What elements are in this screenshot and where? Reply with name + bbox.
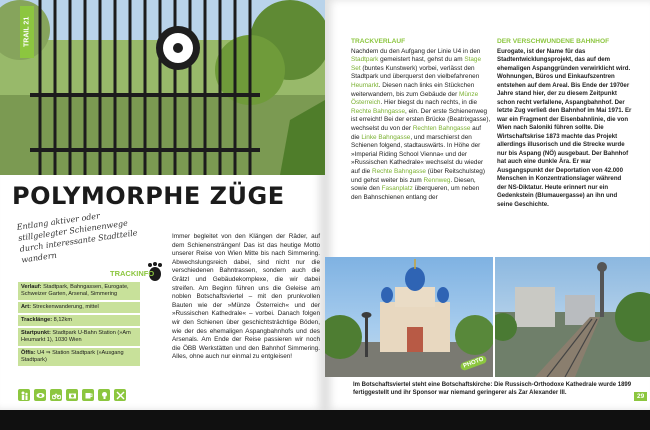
feature-icons — [18, 389, 126, 401]
railway-illustration — [495, 257, 650, 377]
text-segment: . Diesen, sowie den — [351, 176, 476, 193]
info-label: Tracklänge: — [21, 317, 53, 323]
family-icon — [18, 389, 30, 401]
trackverlauf-heading: TRACKVERLAUF — [351, 38, 406, 45]
tools-icon — [114, 389, 126, 401]
page-title: POLYMORPHE ZÜGE — [12, 182, 285, 210]
eye-icon — [34, 389, 46, 401]
text-segment: Nachdem du den Aufgang der Linie U4 in den — [351, 47, 481, 55]
info-value: Stadtpark, Bahngassen, Eurogate, Schweizer Garten, Arsenal, Simmering — [21, 284, 129, 297]
text-segment: , ein. Der erste Schienenweg ist erreicht! Bei der ersten Brücke (Beatrixgasse), wechselst du von der — [351, 107, 491, 132]
photo-caption: Im Botschaftsviertel steht eine Botschaftskirche: Die Russisch-Orthodoxe Kathedrale wurde 1899 fertiggestellt und ihr Sponsor war niemand geringerer als Zar Alexander III. — [353, 382, 632, 397]
trackverlauf-column — [351, 38, 491, 202]
text-segment: auf die — [351, 124, 482, 141]
text-segment: überqueren, um neben den Bahnschienen entlang der — [351, 185, 480, 201]
place-name: Stadtpark — [351, 56, 379, 64]
page-number: 29 — [634, 392, 647, 401]
text-segment: (buntes Kunstwerk) vorbei, verlässt den Stadtpark und überquerst den vielbefahrenen — [351, 64, 480, 81]
left-page — [0, 0, 325, 410]
text-segment: . Hier biegst du nach rechts, in die — [380, 99, 478, 107]
info-row-verlauf — [18, 282, 140, 300]
fence-illustration — [0, 0, 325, 175]
lightbulb-icon — [98, 389, 110, 401]
trail-tab: TRAIL 21 — [20, 6, 34, 58]
place-name: Stage Set — [351, 56, 482, 72]
info-value: 8,12km — [53, 317, 72, 323]
text-segment: , und marschierst den Schienen folgend, stadtauswärts. In Höhe der »Imperial Riding School Vienna« und der »Russischen Kathedrale« wechselst du wieder auf die — [351, 133, 484, 175]
trackverlauf-text — [351, 48, 491, 203]
info-value: Streckenwanderung, mittel — [32, 304, 99, 310]
info-row-tracklaenge — [18, 315, 140, 326]
photo-badge: PHOTO — [459, 355, 487, 372]
info-label: Startpunkt: — [21, 330, 51, 336]
place-name: Rechte Bahngasse — [351, 107, 406, 115]
intro-text: Immer begleitet von den Klängen der Räder, auf dem Schienensträngen! Das ist das heutige Motto unserer Reise von Wien Mitte bis nach Simmering. Abwechslungsreich dabei, sind nicht nur die verschiedenen Bahntrassen, sondern auch die Grätzl und Gebäudekomplexe, die wir dabei streifen. Am Beginn führen uns die Geleise am noblen Botschaftsviertel – mit den prunkvollen Bauten wie der »Münze Österreich« und der »Russischen Kathedrale« – vorbei. Danach folgen wir den Schienen über geschichtsträchtige Böden, wie der des ehemaligen Aspangbahnhofs und des Arsenals. Am Ende der Reise passieren wir noch die ÖBB Werkstätten und den Bahnhof Simmering. Alles, ohne auch nur einmal zu entgleisen! — [172, 233, 320, 361]
text-segment: (über Reitschulsteg) und gehst weiter bis zum — [351, 167, 485, 184]
bahnhof-text: Eurogate, ist der Name für das Stadtentwicklungsprojekt, das auf dem ehemaligen Aspanggründen verwirklicht wird. Wohnungen, Büros und Einkaufszentren entstehen auf dem Areal. Bis Ende der 1970er Jahre stand hier, der zu diesem Zeitpunkt schon recht verfallene, Aspangbahnhof. Der letzte Zug verließ den Bahnhof im Mai 1971. Er war ein Fragment der Eisenbahnlinie, die von Wien nach Saloniki führen sollte. Die Wirtschaftskrise 1873 machte das Projekt allerdings illusorisch und die Strecke wurde nur bis Aspang (NÖ) ausgebaut. Der Bahnhof hat auch eine dunkle Ära. Er war Ausgangspunkt der Deportation von 42.000 Menschen in Konzentrationslager während der NS-Diktatur. Heute erinnert nur ein Gedenkstein (Blumauergasse) an ihn und seine Geschichte. — [497, 47, 632, 208]
place-name: Linke Bahngasse — [361, 133, 411, 141]
place-name: Fasanplatz — [381, 185, 413, 193]
trackinfo-box — [18, 282, 140, 368]
info-label: Art: — [21, 304, 31, 310]
place-name: Rennweg — [423, 176, 451, 184]
info-row-art — [18, 302, 140, 313]
bahnhof-column — [497, 38, 632, 209]
info-value: Stadtpark U-Bahn Station (»Am Heumarkt 1), 1030 Wien — [21, 330, 131, 343]
bahnhof-heading: DER VERSCHWUNDENE BAHNHOF — [497, 38, 610, 45]
place-name: Heumarkt — [351, 81, 379, 89]
place-name: Rechten Bahngasse — [412, 124, 471, 132]
church-photo — [325, 257, 493, 377]
slogan: Entlang aktiver oder stillgelegter Schienenwege durch interessante Stadtteile wandern — [16, 211, 139, 265]
camera-icon — [66, 389, 78, 401]
info-label: Verlauf: — [21, 284, 42, 290]
railway-photo — [495, 257, 650, 377]
text-segment: . Diesen nach links ein Stückchen weiterwandern, bis zum Gebäude der — [351, 81, 475, 98]
info-label: Öffis: — [21, 350, 36, 356]
cup-icon — [82, 389, 94, 401]
place-name: Rechte Bahngasse — [371, 167, 426, 175]
right-page — [325, 0, 650, 410]
bicycle-icon — [50, 389, 62, 401]
info-row-oeffis — [18, 348, 140, 366]
trackinfo-label: TRACKINFO — [110, 269, 155, 278]
info-value: U4 ⇒ Station Stadtpark (»Ausgang Stadtpark) — [21, 350, 124, 363]
fence-photo — [0, 0, 325, 175]
church-illustration — [325, 257, 493, 377]
place-name: Münze Österreich — [351, 90, 479, 107]
text-segment: gemeistert hast, gehst du am — [378, 56, 465, 64]
info-row-startpunkt — [18, 328, 140, 346]
